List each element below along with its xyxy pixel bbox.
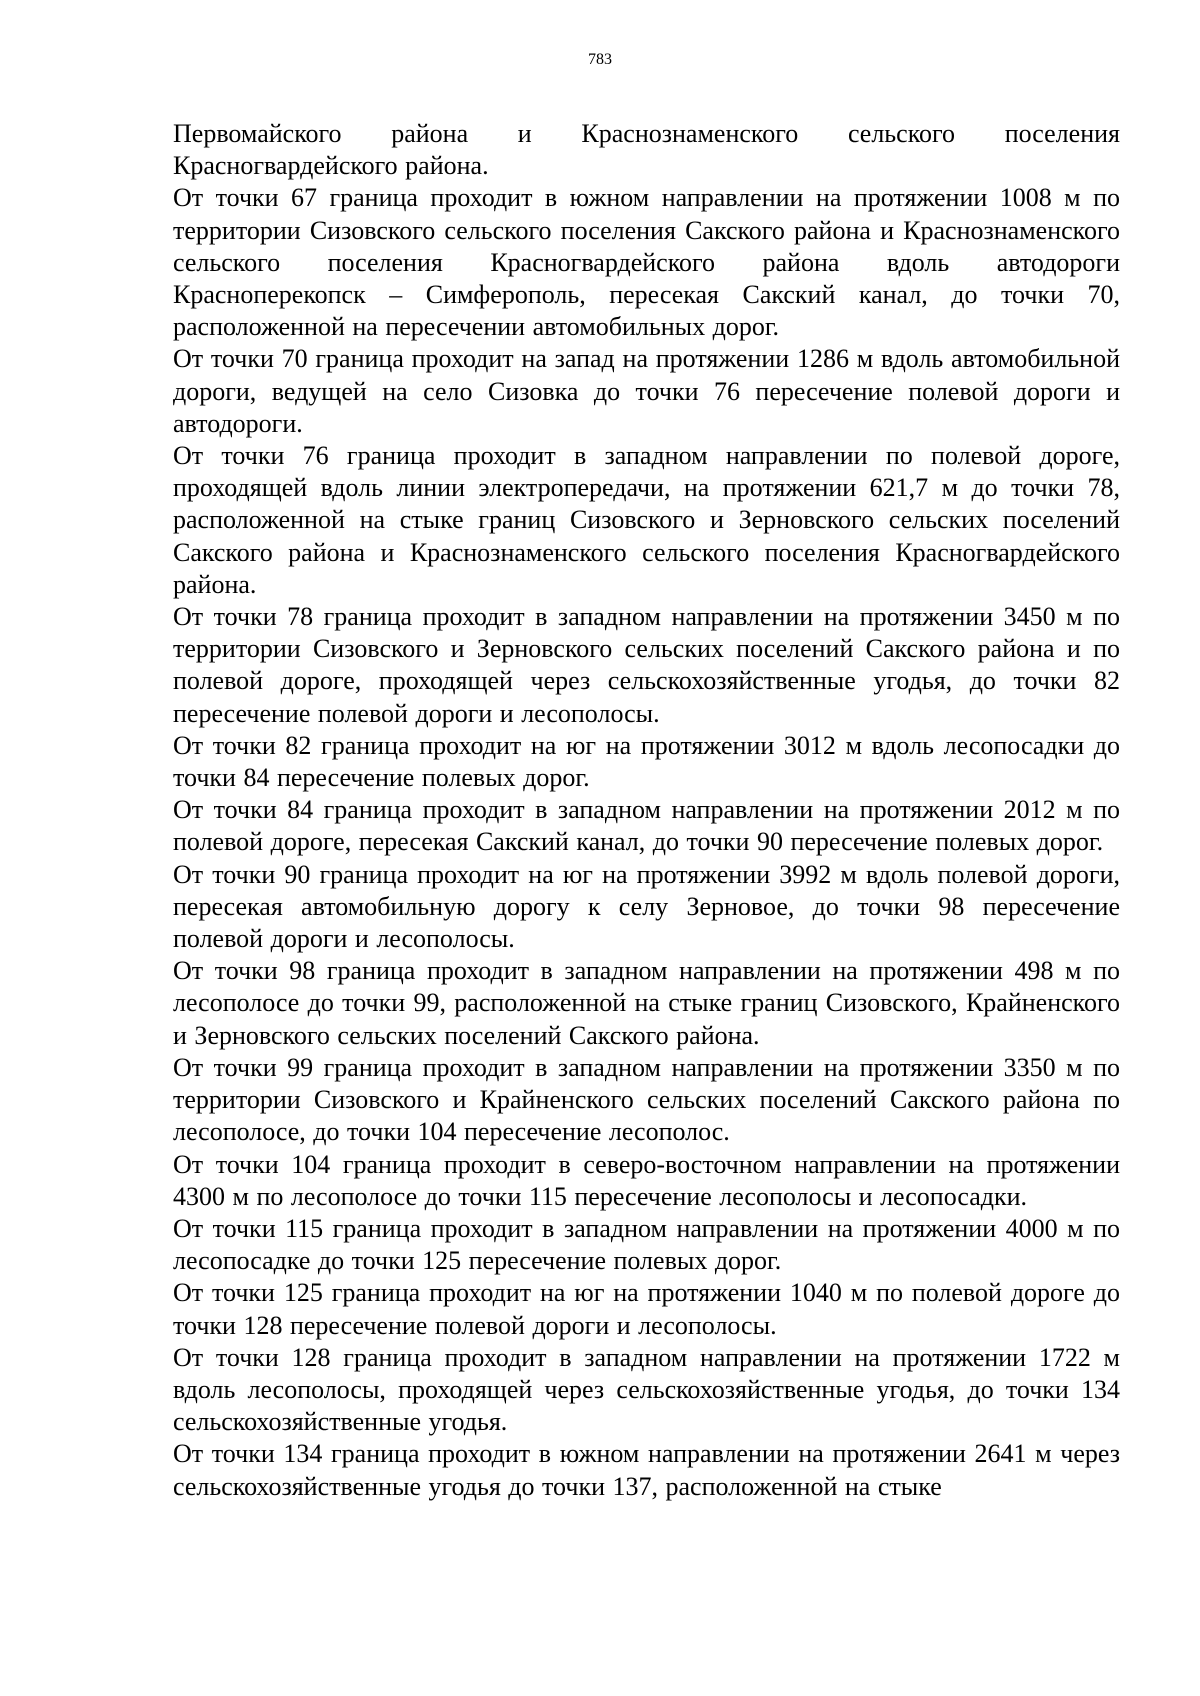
paragraph: От точки 134 граница проходит в южном направлении на протяжении 2641 м через сельскохозяйственные угодья до точки 137, расположенной на стыке [173, 1439, 1120, 1501]
paragraph: От точки 78 граница проходит в западном направлении на протяжении 3450 м по территории Сизовского и Зерновского сельских поселений Сакского района и по полевой дороге, проходящей через сельскохозяйственные угодья, до точки 82 пересечение полевой дороги и лесополосы. [173, 602, 1120, 728]
paragraph: От точки 70 граница проходит на запад на протяжении 1286 м вдоль автомобильной дороги, ведущей на село Сизовка до точки 76 пересечение полевой дороги и автодороги. [173, 344, 1120, 438]
paragraph: От точки 99 граница проходит в западном направлении на протяжении 3350 м по территории Сизовского и Крайненского сельских поселений Сакского района по лесополосе, до точки 104 пересечение лесополос. [173, 1052, 1120, 1147]
paragraph: От точки 125 граница проходит на юг на протяжении 1040 м по полевой дороге до точки 128 пересечение полевой дороги и лесополосы. [173, 1278, 1120, 1340]
paragraph: От точки 76 граница проходит в западном направлении по полевой дороге, проходящей вдоль линии электропередачи, на протяжении 621,7 м до точки 78, расположенной на стыке границ Сизовского и Зерновского сельских поселений Сакского района и Краснознаменского сельского поселения Красногвардейского района. [173, 441, 1120, 599]
paragraph: От точки 90 граница проходит на юг на протяжении 3992 м вдоль полевой дороги, пересекая автомобильную дорогу к селу Зерновое, до точки 98 пересечение полевой дороги и лесополосы. [173, 859, 1120, 954]
paragraph: От точки 128 граница проходит в западном направлении на протяжении 1722 м вдоль лесополосы, проходящей через сельскохозяйственные угодья, до точки 134 сельскохозяйственные угодья. [173, 1342, 1120, 1437]
paragraph: От точки 115 граница проходит в западном направлении на протяжении 4000 м по лесопосадке до точки 125 пересечение полевых дорог. [173, 1213, 1120, 1276]
paragraph: Первомайского района и Краснознаменского сельского поселения Красногвардейского района. [173, 119, 1120, 181]
paragraph: От точки 98 граница проходит в западном направлении на протяжении 498 м по лесополосе до точки 99, расположенной на стыке границ Сизовского, Крайненского и Зерновского сельских поселений Сакского района. [173, 956, 1120, 1050]
document-body [173, 118, 1120, 1503]
paragraph: От точки 67 граница проходит в южном направлении на протяжении 1008 м по территории Сизовского сельского поселения Сакского района и Краснознаменского сельского поселения Красногвардейского района вдоль автодороги Красноперекопск – Симферополь, пересекая Сакский канал, до точки 70, расположенной на пересечении автомобильных дорог. [173, 183, 1120, 342]
paragraph: От точки 84 граница проходит в западном направлении на протяжении 2012 м по полевой дороге, пересекая Сакский канал, до точки 90 пересечение полевых дорог. [173, 795, 1120, 857]
paragraph: От точки 104 граница проходит в северо-восточном направлении на протяжении 4300 м по лесополосе до точки 115 пересечение лесополосы и лесопосадки. [173, 1149, 1120, 1211]
page-number: 783 [588, 51, 612, 68]
paragraph: От точки 82 граница проходит на юг на протяжении 3012 м вдоль лесопосадки до точки 84 пересечение полевых дорог. [173, 730, 1120, 793]
